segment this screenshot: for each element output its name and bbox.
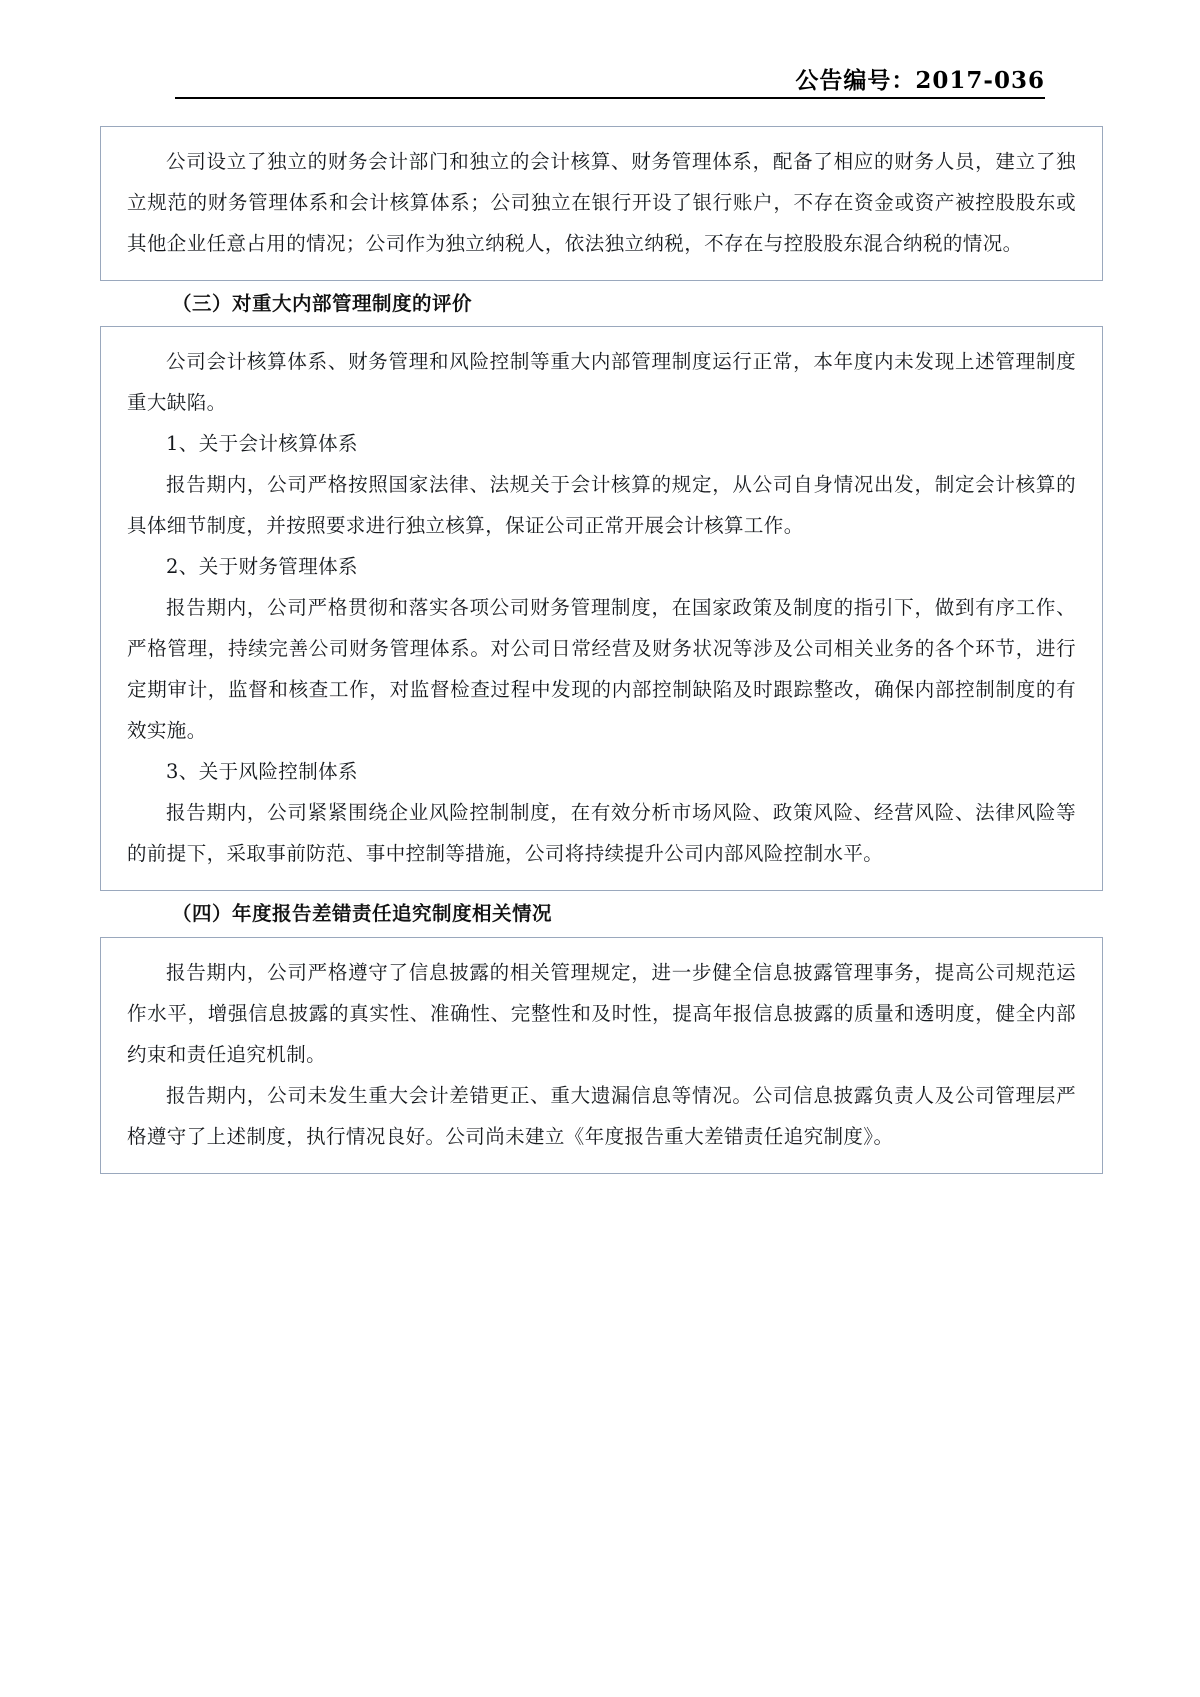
paragraph: 公司会计核算体系、财务管理和风险控制等重大内部管理制度运行正常，本年度内未发现上述管理制度重大缺陷。 [127,350,1076,415]
paragraph: 报告期内，公司未发生重大会计差错更正、重大遗漏信息等情况。公司信息披露负责人及公司管理层严格遵守了上述制度，执行情况良好。公司尚未建立《年度报告重大差错责任追究制度》。 [127,1083,1076,1148]
paragraph: 报告期内，公司紧紧围绕企业风险控制制度，在有效分析市场风险、政策风险、经营风险、法律风险等的前提下，采取事前防范、事中控制等措施，公司将持续提升公司内部风险控制水平。 [127,801,1076,866]
heading-evaluation-of-major-internal-management: （三）对重大内部管理制度的评价 [172,292,473,315]
paragraph: 报告期内，公司严格按照国家法律、法规关于会计核算的规定，从公司自身情况出发，制定会计核算的具体细节制度，并按照要求进行独立核算，保证公司正常开展会计核算工作。 [127,473,1076,538]
paragraph: 1、关于会计核算体系 [166,432,358,456]
header-divider [175,97,1045,99]
internal-management-evaluation-block [100,326,1103,891]
heading-annual-report-error-accountability: （四）年度报告差错责任追究制度相关情况 [172,902,553,926]
finance-independence-block [100,126,1103,281]
paragraph: 2、关于财务管理体系 [166,555,358,579]
paragraph: 报告期内，公司严格遵守了信息披露的相关管理规定，进一步健全信息披露管理事务，提高公司规范运作水平，增强信息披露的真实性、准确性、完整性和及时性，提高年报信息披露的质量和透明度，健全内部约束和责任追究机制。 [127,960,1076,1066]
notice-number-label: 公告编号：2017-036 [795,67,1045,94]
page-header [175,62,1045,101]
annual-report-error-accountability-block [100,937,1103,1174]
paragraph: 3、关于风险控制体系 [166,760,358,784]
paragraph: 报告期内，公司严格贯彻和落实各项公司财务管理制度，在国家政策及制度的指引下，做到有序工作、严格管理，持续完善公司财务管理体系。对公司日常经营及财务状况等涉及公司相关业务的各个环节，进行定期审计，监督和核查工作，对监督检查过程中发现的内部控制缺陷及时跟踪整改，确保内部控制制度的有效实施。 [127,596,1076,743]
document-body [100,126,1103,1174]
paragraph: 公司设立了独立的财务会计部门和独立的会计核算、财务管理体系，配备了相应的财务人员，建立了独立规范的财务管理体系和会计核算体系；公司独立在银行开设了银行账户，不存在资金或资产被控股股东或其他企业任意占用的情况；公司作为独立纳税人，依法独立纳税，不存在与控股股东混合纳税的情况。 [127,150,1076,255]
